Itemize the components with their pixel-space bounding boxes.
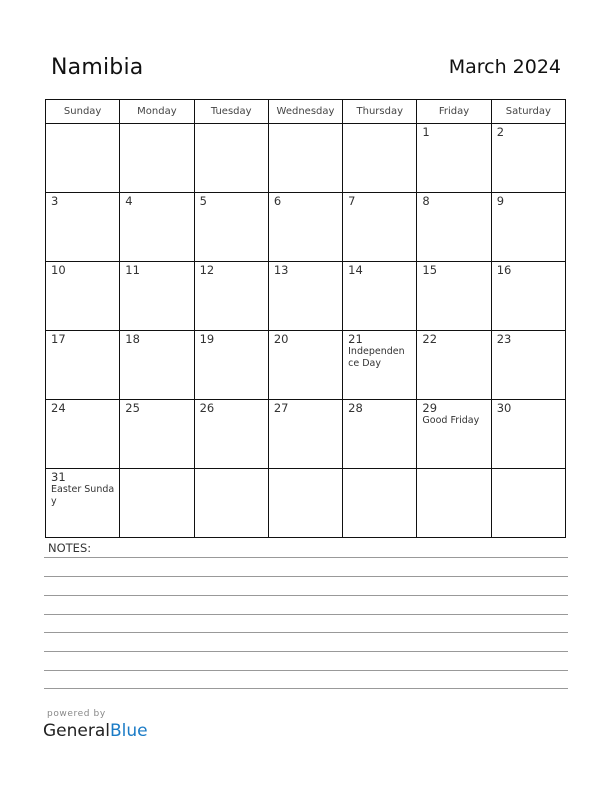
powered-by-label: powered by [47, 709, 106, 719]
day-cell [268, 400, 342, 469]
day-cell [343, 262, 417, 331]
day-cell [417, 262, 491, 331]
brand-general: General [43, 721, 110, 741]
empty-day-cell [343, 124, 417, 193]
day-cell [343, 193, 417, 262]
note-line [44, 688, 568, 689]
holiday-label: Good Friday [422, 415, 480, 426]
empty-day-cell [491, 469, 565, 538]
note-line [44, 614, 568, 615]
day-cell [343, 400, 417, 469]
day-number: 26 [199, 401, 215, 415]
weekday-wednesday: Wednesday [268, 100, 342, 124]
weekday-monday: Monday [120, 100, 194, 124]
week-row [46, 400, 566, 469]
day-cell [417, 124, 491, 193]
day-number: 2 [496, 125, 505, 139]
day-cell [194, 331, 268, 400]
day-number: 18 [125, 332, 140, 346]
day-number: 28 [348, 401, 363, 415]
empty-day-cell [268, 124, 342, 193]
day-cell [194, 400, 268, 469]
month-year-title: March 2024 [448, 56, 561, 78]
empty-day-cell [194, 469, 268, 538]
day-cell [120, 331, 194, 400]
notes-label: NOTES: [48, 541, 92, 555]
holiday-label: Independen ce Day [348, 346, 405, 369]
note-line [44, 632, 568, 633]
holiday-label: Easter Sunday [51, 484, 115, 507]
day-number: 15 [422, 263, 438, 277]
day-number: 7 [348, 194, 356, 208]
day-number: 4 [125, 194, 133, 208]
day-number: 30 [496, 401, 512, 415]
day-cell [491, 193, 565, 262]
empty-day-cell [120, 469, 194, 538]
day-number: 5 [199, 194, 207, 208]
note-line [44, 670, 568, 671]
day-cell [194, 193, 268, 262]
weekday-header-row [46, 100, 566, 124]
day-number: 20 [273, 332, 289, 346]
day-number: 1 [422, 125, 430, 139]
day-cell [46, 193, 120, 262]
brand-blue: Blue [110, 721, 148, 741]
day-cell [120, 400, 194, 469]
day-cell [120, 262, 194, 331]
day-cell [194, 262, 268, 331]
weekday-thursday: Thursday [343, 100, 417, 124]
day-number: 10 [51, 263, 66, 277]
empty-day-cell [46, 124, 120, 193]
weekday-tuesday: Tuesday [194, 100, 268, 124]
day-number: 11 [125, 263, 140, 277]
day-number: 13 [273, 263, 289, 277]
weekday-saturday: Saturday [491, 100, 565, 124]
empty-day-cell [120, 124, 194, 193]
day-cell [268, 331, 342, 400]
week-row [46, 193, 566, 262]
week-row [46, 469, 566, 538]
day-number: 31 [51, 470, 66, 484]
day-number: 24 [51, 401, 66, 415]
empty-day-cell [343, 469, 417, 538]
note-line [44, 576, 568, 577]
day-cell [417, 331, 491, 400]
day-cell [120, 193, 194, 262]
generalblue-logo [43, 721, 148, 741]
day-number: 3 [51, 194, 59, 208]
calendar-grid [45, 99, 566, 538]
day-number: 29 [422, 401, 438, 415]
day-cell [491, 400, 565, 469]
day-cell [343, 331, 417, 400]
week-row [46, 331, 566, 400]
country-title: Namibia [51, 55, 144, 80]
day-cell [46, 262, 120, 331]
day-number: 27 [273, 401, 289, 415]
day-cell [268, 262, 342, 331]
day-cell [46, 400, 120, 469]
empty-day-cell [194, 124, 268, 193]
day-number: 21 [348, 332, 363, 346]
day-number: 14 [348, 263, 363, 277]
note-line [44, 557, 568, 558]
empty-day-cell [268, 469, 342, 538]
note-line [44, 651, 568, 652]
week-row [46, 124, 566, 193]
day-cell [491, 124, 565, 193]
week-row [46, 262, 566, 331]
day-cell [491, 262, 565, 331]
note-line [44, 595, 568, 596]
day-cell [268, 193, 342, 262]
day-number: 16 [496, 263, 512, 277]
day-number: 9 [496, 194, 505, 208]
day-number: 12 [199, 263, 215, 277]
weekday-friday: Friday [417, 100, 491, 124]
day-number: 8 [422, 194, 430, 208]
day-cell [491, 331, 565, 400]
day-number: 6 [273, 194, 282, 208]
empty-day-cell [417, 469, 491, 538]
day-cell [46, 469, 120, 538]
day-number: 22 [422, 332, 438, 346]
weekday-sunday: Sunday [46, 100, 120, 124]
day-number: 19 [199, 332, 215, 346]
day-cell [417, 400, 491, 469]
day-number: 25 [125, 401, 140, 415]
day-number: 23 [496, 332, 512, 346]
day-cell [417, 193, 491, 262]
day-cell [46, 331, 120, 400]
day-number: 17 [51, 332, 66, 346]
